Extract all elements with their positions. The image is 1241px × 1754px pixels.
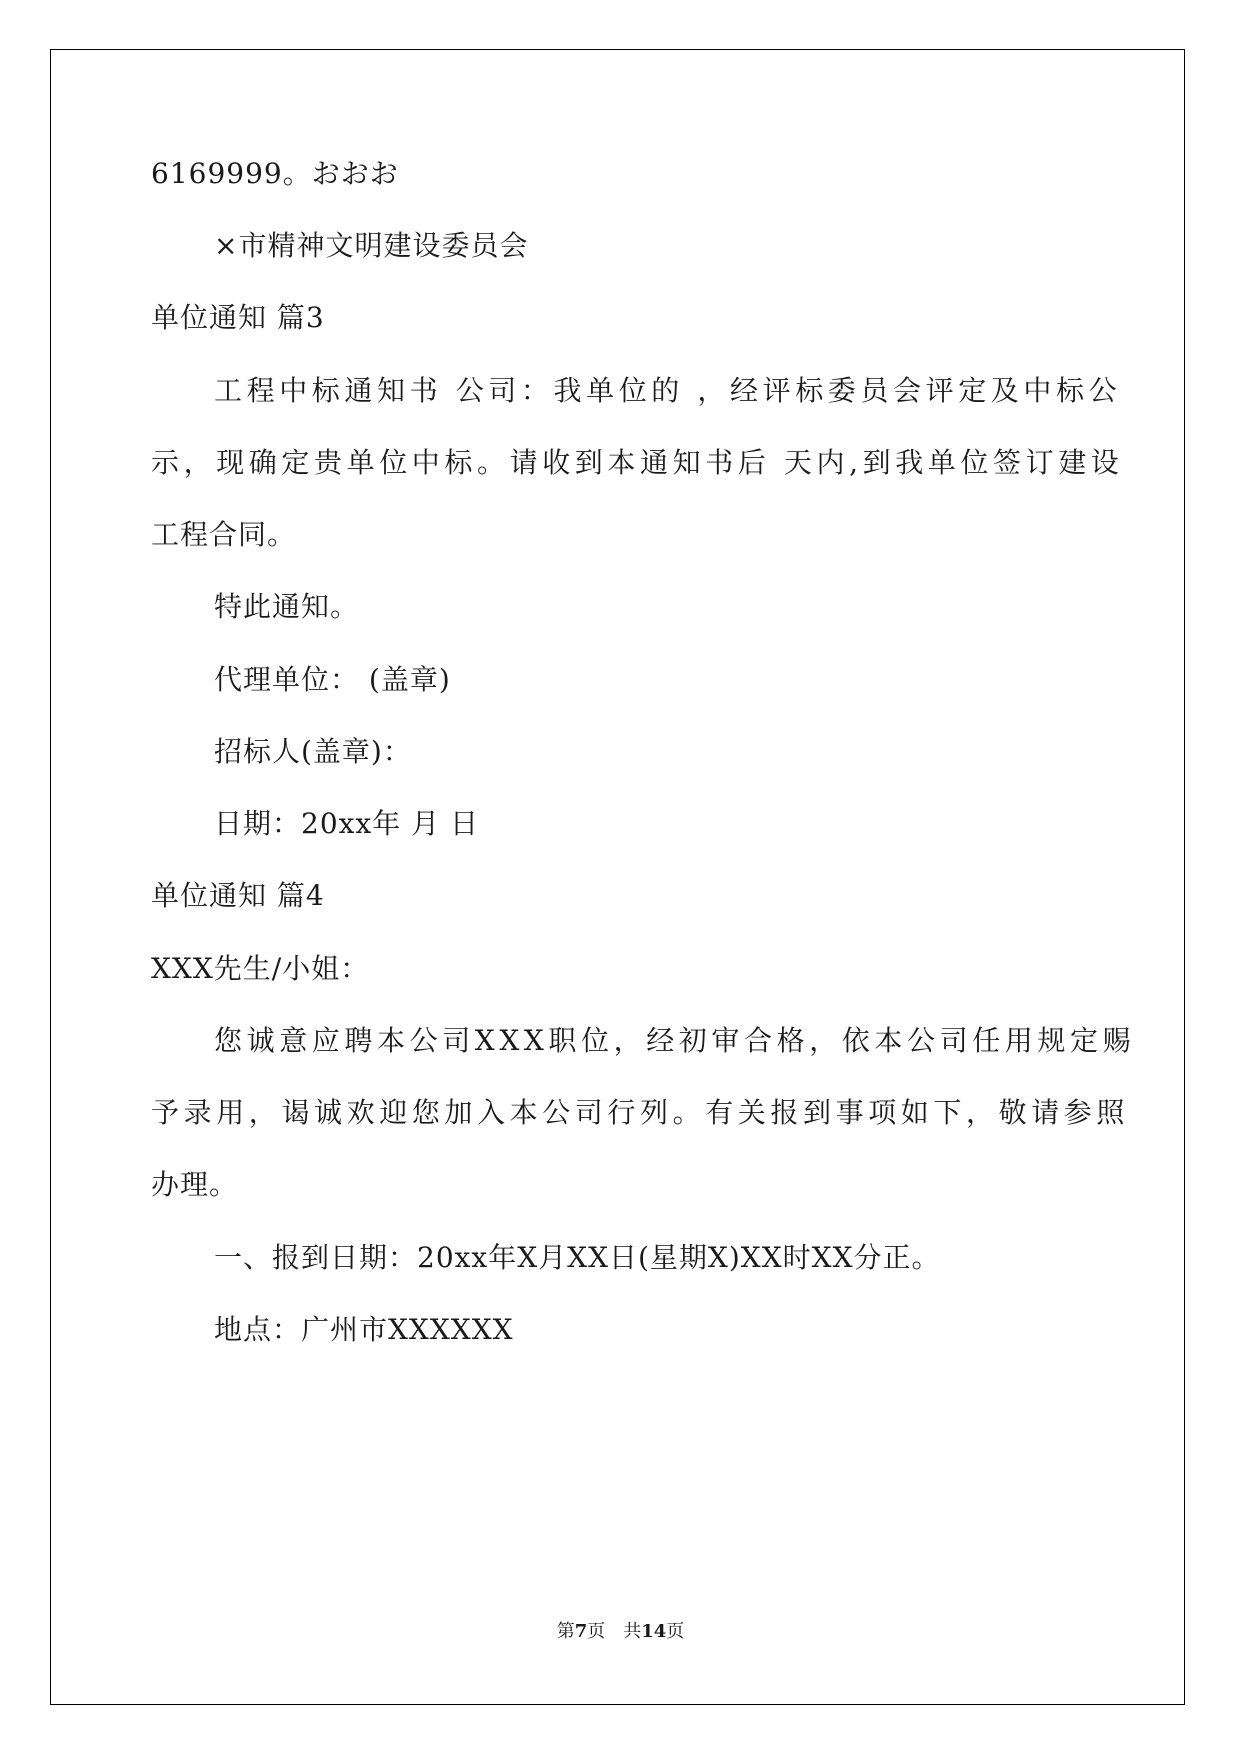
text-line-report-date: 一、报到日期：20xx年X月XX日(星期X)XX时XX分正。	[214, 1241, 941, 1274]
page-border	[50, 49, 1185, 1705]
page-footer	[0, 1621, 1241, 1643]
footer-total-pages: 14	[641, 1621, 667, 1642]
paragraph-line: 您诚意应聘本公司XXX职位，经初审合格，依本公司任用规定赐	[214, 1024, 1136, 1057]
paragraph-line: 示，现确定贵单位中标。请收到本通知书后 天内,到我单位签订建设	[151, 446, 1124, 479]
text-line-committee: ×市精神文明建设委员会	[214, 229, 529, 262]
section-heading-3: 单位通知 篇3	[151, 301, 325, 334]
paragraph-line: 予录用，谒诚欢迎您加入本公司行列。有关报到事项如下，敬请参照	[151, 1096, 1130, 1129]
footer-mid: 页 共	[587, 1621, 642, 1642]
footer-prefix: 第	[556, 1621, 575, 1642]
text-line-agent: 代理单位： (盖章)	[214, 663, 451, 696]
text-line-notice: 特此通知。	[214, 590, 360, 623]
text-line-salutation: XXX先生/小姐：	[151, 952, 370, 985]
paragraph-line: 工程合同。	[151, 518, 297, 551]
text-line-location: 地点：广州市XXXXXX	[214, 1313, 514, 1346]
paragraph-line: 办理。	[151, 1168, 239, 1201]
section-heading-4: 单位通知 篇4	[151, 879, 325, 912]
text-line-phone: 6169999。おおお	[151, 157, 399, 190]
footer-page-number: 7	[574, 1621, 588, 1642]
footer-suffix: 页	[666, 1621, 685, 1642]
text-line-date: 日期：20xx年 月 日	[214, 807, 480, 840]
text-line-tenderer: 招标人(盖章)：	[214, 735, 412, 768]
paragraph-line: 工程中标通知书 公司：我单位的 ，经评标委员会评定及中标公	[214, 374, 1122, 407]
